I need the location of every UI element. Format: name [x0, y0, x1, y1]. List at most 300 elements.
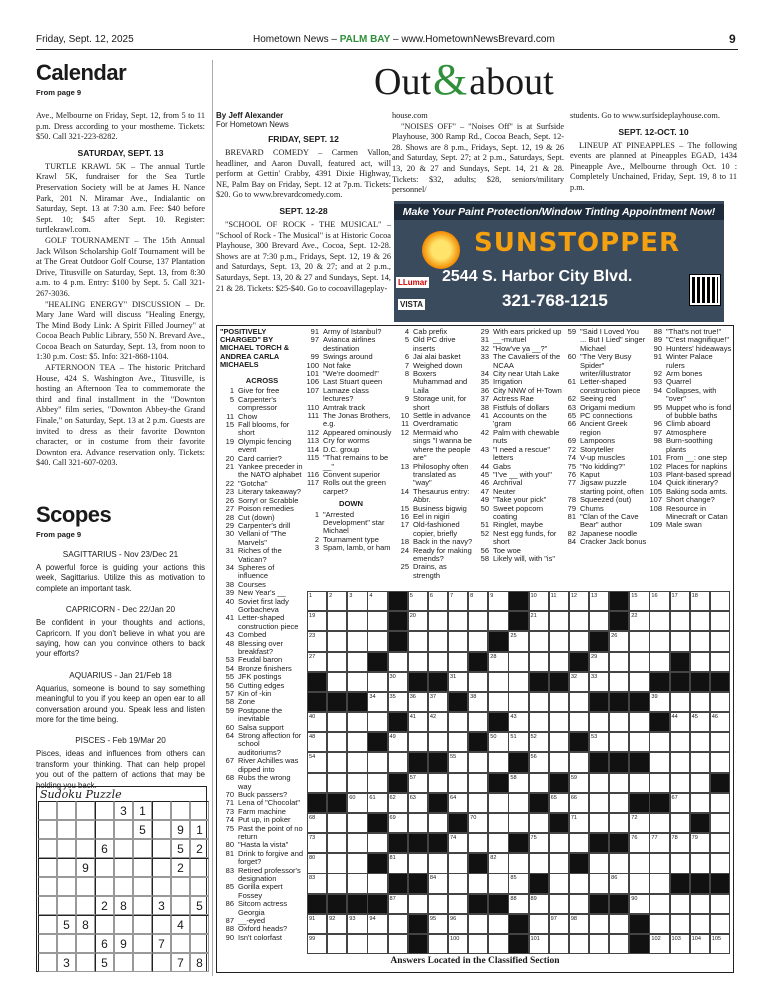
crossword-cell[interactable]	[609, 853, 629, 873]
crossword-cell[interactable]: 40	[307, 712, 327, 732]
crossword-cell[interactable]	[649, 853, 669, 873]
sudoku-cell[interactable]: 2	[95, 896, 114, 915]
crossword-cell[interactable]: 43	[508, 712, 528, 732]
crossword-cell[interactable]	[549, 652, 569, 672]
sudoku-cell[interactable]	[171, 877, 190, 896]
crossword-cell[interactable]: 27	[307, 652, 327, 672]
crossword-cell[interactable]	[710, 894, 730, 914]
sudoku-cell[interactable]	[38, 934, 57, 953]
crossword-cell[interactable]: 84	[428, 873, 448, 893]
crossword-cell[interactable]: 46	[710, 712, 730, 732]
crossword-cell[interactable]	[428, 813, 448, 833]
sudoku-cell[interactable]	[38, 915, 57, 934]
sudoku-cell[interactable]: 1	[190, 820, 209, 839]
crossword-cell[interactable]	[589, 934, 609, 954]
sudoku-cell[interactable]: 5	[95, 953, 114, 972]
crossword-cell[interactable]	[710, 732, 730, 752]
crossword-cell[interactable]	[468, 934, 488, 954]
crossword-cell[interactable]	[569, 692, 589, 712]
crossword-cell[interactable]	[468, 773, 488, 793]
crossword-cell[interactable]	[549, 894, 569, 914]
crossword-cell[interactable]	[549, 692, 569, 712]
crossword-cell[interactable]	[327, 873, 347, 893]
crossword-cell[interactable]	[629, 712, 649, 732]
crossword-cell[interactable]: 81	[388, 853, 408, 873]
sudoku-cell[interactable]	[190, 934, 209, 953]
crossword-cell[interactable]	[710, 853, 730, 873]
crossword-cell[interactable]: 10	[529, 591, 549, 611]
crossword-cell[interactable]	[327, 773, 347, 793]
crossword-cell[interactable]	[408, 652, 428, 672]
crossword-cell[interactable]: 82	[488, 853, 508, 873]
crossword-cell[interactable]	[649, 773, 669, 793]
sudoku-cell[interactable]	[57, 820, 76, 839]
crossword-cell[interactable]	[367, 712, 387, 732]
crossword-cell[interactable]: 93	[347, 914, 367, 934]
sudoku-cell[interactable]: 2	[190, 839, 209, 858]
crossword-cell[interactable]: 2	[327, 591, 347, 611]
crossword-cell[interactable]	[347, 934, 367, 954]
sudoku-cell[interactable]	[133, 896, 152, 915]
crossword-cell[interactable]	[347, 652, 367, 672]
crossword-cell[interactable]: 91	[307, 914, 327, 934]
crossword-cell[interactable]: 103	[670, 934, 690, 954]
crossword-cell[interactable]: 39	[649, 692, 669, 712]
sudoku-cell[interactable]	[152, 953, 171, 972]
crossword-cell[interactable]: 23	[307, 631, 327, 651]
crossword-cell[interactable]: 76	[629, 833, 649, 853]
crossword-cell[interactable]: 53	[589, 732, 609, 752]
sudoku-cell[interactable]	[57, 877, 76, 896]
crossword-cell[interactable]	[549, 752, 569, 772]
crossword-cell[interactable]	[549, 934, 569, 954]
crossword-cell[interactable]: 79	[690, 833, 710, 853]
sudoku-cell[interactable]: 8	[190, 953, 209, 972]
crossword-cell[interactable]: 48	[307, 732, 327, 752]
crossword-cell[interactable]: 21	[529, 611, 549, 631]
crossword-cell[interactable]: 3	[347, 591, 367, 611]
sudoku-cell[interactable]: 6	[95, 934, 114, 953]
sudoku-cell[interactable]	[133, 934, 152, 953]
crossword-cell[interactable]: 30	[388, 672, 408, 692]
crossword-cell[interactable]: 34	[367, 692, 387, 712]
crossword-cell[interactable]: 66	[569, 793, 589, 813]
crossword-cell[interactable]: 18	[690, 591, 710, 611]
crossword-cell[interactable]	[649, 914, 669, 934]
crossword-cell[interactable]: 62	[388, 793, 408, 813]
crossword-cell[interactable]	[408, 732, 428, 752]
crossword-cell[interactable]	[468, 712, 488, 732]
crossword-cell[interactable]	[670, 611, 690, 631]
crossword-cell[interactable]: 45	[690, 712, 710, 732]
sudoku-cell[interactable]: 3	[114, 801, 133, 820]
sudoku-cell[interactable]: 5	[133, 820, 152, 839]
sudoku-cell[interactable]	[152, 877, 171, 896]
crossword-cell[interactable]	[670, 813, 690, 833]
crossword-cell[interactable]: 25	[508, 631, 528, 651]
crossword-cell[interactable]: 87	[388, 894, 408, 914]
crossword-cell[interactable]	[690, 652, 710, 672]
crossword-cell[interactable]: 56	[529, 752, 549, 772]
crossword-cell[interactable]: 11	[549, 591, 569, 611]
crossword-cell[interactable]	[448, 611, 468, 631]
sudoku-cell[interactable]	[57, 839, 76, 858]
sudoku-cell[interactable]	[57, 858, 76, 877]
crossword-cell[interactable]	[649, 894, 669, 914]
crossword-cell[interactable]: 68	[307, 813, 327, 833]
crossword-cell[interactable]	[710, 631, 730, 651]
crossword-cell[interactable]	[327, 752, 347, 772]
crossword-cell[interactable]: 49	[388, 732, 408, 752]
sudoku-cell[interactable]: 8	[114, 896, 133, 915]
crossword-cell[interactable]	[428, 611, 448, 631]
crossword-cell[interactable]	[347, 732, 367, 752]
crossword-cell[interactable]	[488, 672, 508, 692]
crossword-cell[interactable]: 63	[408, 793, 428, 813]
crossword-cell[interactable]	[670, 752, 690, 772]
crossword-cell[interactable]	[629, 652, 649, 672]
crossword-cell[interactable]	[589, 773, 609, 793]
crossword-cell[interactable]: 36	[408, 692, 428, 712]
sudoku-cell[interactable]	[76, 820, 95, 839]
crossword-cell[interactable]: 28	[488, 652, 508, 672]
crossword-cell[interactable]	[670, 692, 690, 712]
crossword-cell[interactable]	[347, 773, 367, 793]
sudoku-cell[interactable]	[152, 858, 171, 877]
sudoku-cell[interactable]: 9	[76, 858, 95, 877]
crossword-cell[interactable]	[710, 914, 730, 934]
crossword-cell[interactable]	[508, 652, 528, 672]
crossword-cell[interactable]	[649, 611, 669, 631]
crossword-cell[interactable]	[549, 833, 569, 853]
crossword-cell[interactable]	[448, 773, 468, 793]
crossword-cell[interactable]: 59	[569, 773, 589, 793]
crossword-cell[interactable]	[367, 873, 387, 893]
crossword-cell[interactable]: 83	[307, 873, 327, 893]
crossword-cell[interactable]: 86	[609, 873, 629, 893]
sudoku-cell[interactable]	[57, 801, 76, 820]
crossword-cell[interactable]	[710, 591, 730, 611]
crossword-cell[interactable]	[569, 752, 589, 772]
sudoku-cell[interactable]: 3	[57, 953, 76, 972]
crossword-cell[interactable]	[488, 752, 508, 772]
crossword-cell[interactable]: 13	[589, 591, 609, 611]
crossword-cell[interactable]: 78	[670, 833, 690, 853]
sudoku-cell[interactable]: 9	[114, 934, 133, 953]
crossword-cell[interactable]	[448, 873, 468, 893]
sudoku-cell[interactable]	[190, 858, 209, 877]
crossword-cell[interactable]: 65	[549, 793, 569, 813]
crossword-cell[interactable]	[690, 914, 710, 934]
crossword-cell[interactable]	[690, 692, 710, 712]
sudoku-cell[interactable]	[76, 934, 95, 953]
crossword-cell[interactable]: 17	[670, 591, 690, 611]
crossword-cell[interactable]	[549, 631, 569, 651]
sudoku-cell[interactable]: 5	[190, 896, 209, 915]
sudoku-cell[interactable]	[76, 877, 95, 896]
crossword-cell[interactable]	[508, 692, 528, 712]
crossword-cell[interactable]	[428, 732, 448, 752]
crossword-cell[interactable]	[710, 813, 730, 833]
crossword-cell[interactable]	[690, 611, 710, 631]
crossword-cell[interactable]	[589, 793, 609, 813]
crossword-cell[interactable]	[408, 631, 428, 651]
sudoku-cell[interactable]: 4	[171, 915, 190, 934]
crossword-cell[interactable]: 71	[569, 813, 589, 833]
sudoku-cell[interactable]	[152, 820, 171, 839]
crossword-cell[interactable]: 96	[448, 914, 468, 934]
crossword-cell[interactable]	[529, 712, 549, 732]
crossword-cell[interactable]: 89	[529, 894, 549, 914]
crossword-cell[interactable]: 32	[569, 672, 589, 692]
crossword-cell[interactable]: 44	[670, 712, 690, 732]
crossword-cell[interactable]	[307, 773, 327, 793]
sudoku-cell[interactable]: 5	[57, 915, 76, 934]
sudoku-cell[interactable]	[152, 801, 171, 820]
crossword-cell[interactable]	[388, 934, 408, 954]
sudoku-cell[interactable]	[38, 896, 57, 915]
crossword-cell[interactable]: 69	[388, 813, 408, 833]
crossword-cell[interactable]	[327, 853, 347, 873]
crossword-cell[interactable]	[428, 773, 448, 793]
crossword-cell[interactable]	[428, 894, 448, 914]
crossword-cell[interactable]	[388, 914, 408, 934]
crossword-cell[interactable]	[609, 732, 629, 752]
sudoku-cell[interactable]	[114, 858, 133, 877]
crossword-cell[interactable]	[629, 631, 649, 651]
sunstopper-ad[interactable]	[394, 201, 724, 322]
crossword-cell[interactable]	[367, 752, 387, 772]
crossword-cell[interactable]	[367, 631, 387, 651]
crossword-cell[interactable]	[347, 833, 367, 853]
crossword-cell[interactable]	[670, 853, 690, 873]
crossword-cell[interactable]	[690, 773, 710, 793]
crossword-cell[interactable]	[629, 773, 649, 793]
crossword-cell[interactable]: 85	[508, 873, 528, 893]
sudoku-cell[interactable]	[114, 953, 133, 972]
crossword-cell[interactable]: 8	[468, 591, 488, 611]
crossword-cell[interactable]	[448, 894, 468, 914]
crossword-cell[interactable]	[569, 894, 589, 914]
crossword-cell[interactable]	[529, 813, 549, 833]
crossword-cell[interactable]: 50	[488, 732, 508, 752]
crossword-cell[interactable]	[327, 652, 347, 672]
crossword-cell[interactable]	[508, 853, 528, 873]
crossword-cell[interactable]	[347, 712, 367, 732]
crossword-cell[interactable]: 5	[408, 591, 428, 611]
crossword-cell[interactable]: 9	[488, 591, 508, 611]
crossword-cell[interactable]: 104	[690, 934, 710, 954]
crossword-cell[interactable]	[428, 652, 448, 672]
sudoku-cell[interactable]	[133, 877, 152, 896]
crossword-cell[interactable]	[468, 672, 488, 692]
crossword-cell[interactable]	[629, 732, 649, 752]
crossword-cell[interactable]	[589, 914, 609, 934]
sudoku-cell[interactable]: 9	[171, 820, 190, 839]
crossword-cell[interactable]: 6	[428, 591, 448, 611]
crossword-cell[interactable]: 38	[468, 692, 488, 712]
crossword-cell[interactable]	[428, 934, 448, 954]
crossword-cell[interactable]: 16	[649, 591, 669, 611]
sudoku-cell[interactable]	[38, 877, 57, 896]
crossword-cell[interactable]: 52	[529, 732, 549, 752]
crossword-cell[interactable]	[649, 631, 669, 651]
sudoku-cell[interactable]	[190, 915, 209, 934]
crossword-cell[interactable]: 95	[428, 914, 448, 934]
sudoku-cell[interactable]	[133, 953, 152, 972]
sudoku-cell[interactable]	[114, 820, 133, 839]
sudoku-cell[interactable]	[133, 858, 152, 877]
sudoku-cell[interactable]	[95, 820, 114, 839]
crossword-cell[interactable]	[327, 813, 347, 833]
crossword-cell[interactable]	[569, 873, 589, 893]
sudoku-cell[interactable]	[95, 877, 114, 896]
crossword-cell[interactable]	[609, 813, 629, 833]
crossword-cell[interactable]	[347, 813, 367, 833]
crossword-cell[interactable]	[327, 732, 347, 752]
crossword-cell[interactable]	[529, 652, 549, 672]
crossword-cell[interactable]	[529, 631, 549, 651]
crossword-cell[interactable]	[649, 752, 669, 772]
crossword-cell[interactable]: 15	[629, 591, 649, 611]
crossword-cell[interactable]	[367, 773, 387, 793]
crossword-cell[interactable]	[408, 813, 428, 833]
crossword-cell[interactable]	[347, 873, 367, 893]
crossword-cell[interactable]	[488, 873, 508, 893]
crossword-cell[interactable]: 29	[589, 652, 609, 672]
crossword-cell[interactable]	[649, 732, 669, 752]
sudoku-cell[interactable]	[152, 839, 171, 858]
sudoku-cell[interactable]	[171, 896, 190, 915]
crossword-cell[interactable]: 100	[448, 934, 468, 954]
crossword-cell[interactable]: 55	[448, 752, 468, 772]
crossword-cell[interactable]: 97	[549, 914, 569, 934]
sudoku-cell[interactable]	[190, 877, 209, 896]
crossword-cell[interactable]	[589, 853, 609, 873]
crossword-cell[interactable]	[347, 611, 367, 631]
crossword-cell[interactable]: 74	[448, 833, 468, 853]
crossword-cell[interactable]	[448, 853, 468, 873]
crossword-cell[interactable]: 101	[529, 934, 549, 954]
crossword-cell[interactable]: 90	[629, 894, 649, 914]
crossword-cell[interactable]: 98	[569, 914, 589, 934]
sudoku-cell[interactable]: 6	[95, 839, 114, 858]
crossword-cell[interactable]	[508, 793, 528, 813]
crossword-cell[interactable]	[609, 914, 629, 934]
crossword-cell[interactable]: 58	[508, 773, 528, 793]
sudoku-cell[interactable]	[38, 839, 57, 858]
crossword-cell[interactable]	[710, 692, 730, 712]
sudoku-cell[interactable]: 7	[152, 934, 171, 953]
crossword-cell[interactable]	[569, 611, 589, 631]
crossword-cell[interactable]	[327, 611, 347, 631]
crossword-cell[interactable]: 60	[347, 793, 367, 813]
crossword-cell[interactable]	[408, 853, 428, 873]
crossword-cell[interactable]	[488, 611, 508, 631]
crossword-cell[interactable]: 94	[367, 914, 387, 934]
crossword-cell[interactable]	[468, 611, 488, 631]
crossword-cell[interactable]	[488, 934, 508, 954]
sudoku-cell[interactable]	[38, 820, 57, 839]
crossword-cell[interactable]: 51	[508, 732, 528, 752]
crossword-cell[interactable]: 35	[388, 692, 408, 712]
crossword-cell[interactable]: 72	[629, 813, 649, 833]
crossword-cell[interactable]	[569, 631, 589, 651]
crossword-cell[interactable]	[690, 853, 710, 873]
crossword-cell[interactable]	[609, 773, 629, 793]
crossword-cell[interactable]	[569, 833, 589, 853]
crossword-cell[interactable]	[529, 773, 549, 793]
crossword-cell[interactable]	[710, 752, 730, 772]
crossword-cell[interactable]: 88	[508, 894, 528, 914]
crossword-cell[interactable]: 105	[710, 934, 730, 954]
crossword-cell[interactable]	[589, 813, 609, 833]
crossword-cell[interactable]	[529, 692, 549, 712]
crossword-cell[interactable]	[448, 712, 468, 732]
crossword-cell[interactable]: 61	[367, 793, 387, 813]
crossword-cell[interactable]	[327, 672, 347, 692]
crossword-cell[interactable]	[468, 914, 488, 934]
crossword-cell[interactable]: 42	[428, 712, 448, 732]
crossword-cell[interactable]	[428, 631, 448, 651]
sudoku-cell[interactable]	[95, 801, 114, 820]
crossword-cell[interactable]	[549, 712, 569, 732]
crossword-cell[interactable]	[609, 934, 629, 954]
crossword-cell[interactable]	[508, 813, 528, 833]
crossword-cell[interactable]: 19	[307, 611, 327, 631]
crossword-cell[interactable]	[327, 934, 347, 954]
sudoku-cell[interactable]	[57, 896, 76, 915]
crossword-cell[interactable]	[327, 833, 347, 853]
crossword-cell[interactable]	[649, 652, 669, 672]
crossword-cell[interactable]: 92	[327, 914, 347, 934]
crossword-cell[interactable]	[609, 652, 629, 672]
crossword-cell[interactable]	[569, 934, 589, 954]
sudoku-cell[interactable]	[76, 801, 95, 820]
crossword-cell[interactable]	[549, 853, 569, 873]
crossword-cell[interactable]	[508, 672, 528, 692]
crossword-cell[interactable]: 7	[448, 591, 468, 611]
crossword-cell[interactable]	[629, 672, 649, 692]
crossword-cell[interactable]	[347, 672, 367, 692]
sudoku-cell[interactable]	[38, 953, 57, 972]
sudoku-cell[interactable]	[57, 934, 76, 953]
sudoku-cell[interactable]: 8	[76, 915, 95, 934]
crossword-cell[interactable]: 12	[569, 591, 589, 611]
crossword-cell[interactable]: 64	[448, 793, 468, 813]
crossword-cell[interactable]: 75	[529, 833, 549, 853]
crossword-cell[interactable]	[549, 732, 569, 752]
crossword-cell[interactable]	[488, 813, 508, 833]
crossword-cell[interactable]: 20	[408, 611, 428, 631]
sudoku-cell[interactable]	[152, 915, 171, 934]
crossword-cell[interactable]	[569, 712, 589, 732]
crossword-cell[interactable]	[388, 752, 408, 772]
crossword-cell[interactable]	[367, 611, 387, 631]
sudoku-cell[interactable]	[133, 915, 152, 934]
crossword-cell[interactable]: 77	[649, 833, 669, 853]
crossword-cell[interactable]	[710, 611, 730, 631]
crossword-cell[interactable]: 99	[307, 934, 327, 954]
crossword-cell[interactable]: 73	[307, 833, 327, 853]
crossword-cell[interactable]: 33	[589, 672, 609, 692]
sudoku-cell[interactable]: 1	[133, 801, 152, 820]
crossword-cell[interactable]: 70	[468, 813, 488, 833]
crossword-cell[interactable]	[609, 712, 629, 732]
crossword-cell[interactable]	[529, 914, 549, 934]
sudoku-cell[interactable]	[38, 801, 57, 820]
crossword-cell[interactable]: 102	[649, 934, 669, 954]
